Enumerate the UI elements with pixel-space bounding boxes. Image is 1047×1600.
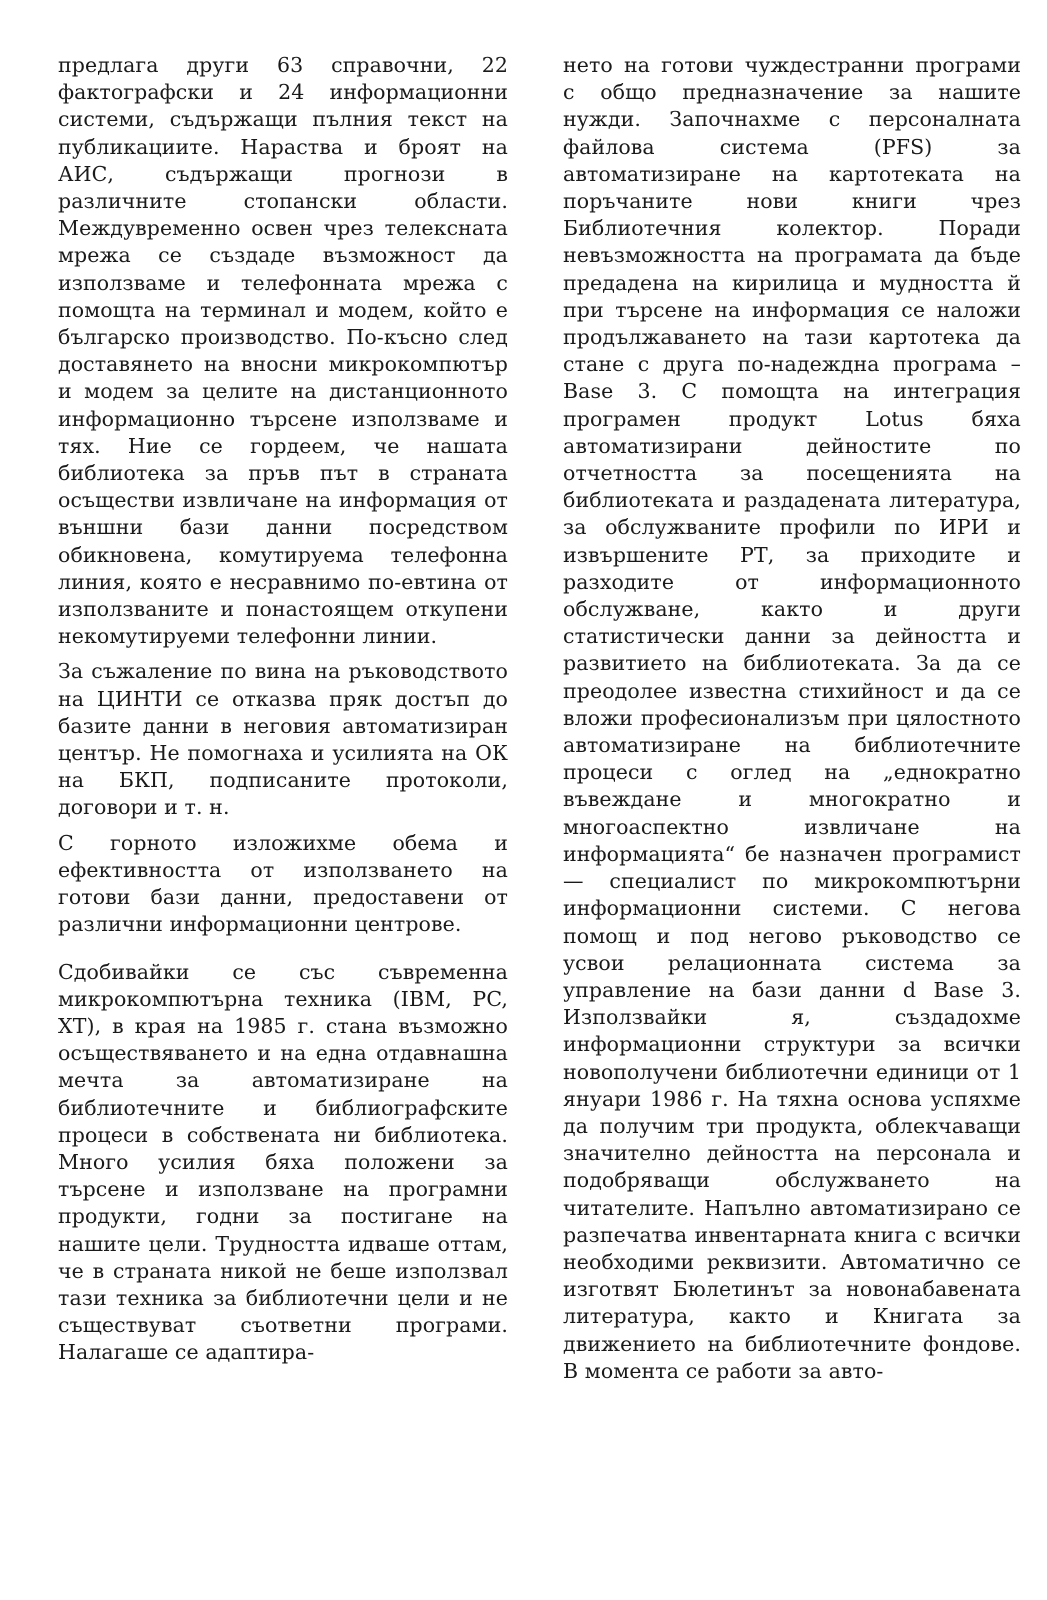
paragraph: нето на готови чуждестранни програми с общо предназначение за нашите нужди. Започнахме с персоналната файлова система (PFS) за автоматизиране на картотеката на поръчаните нови книги чрез Библиотечния колектор. Поради невъзможността на програмата да бъде предадена на кирилица и мудността й при търсене на информация се наложи продължаването на тази картотека да стане с друга по-надеждна програма – Base 3. С помощта на интеграция програмен продукт Lotus бяха автоматизирани дейностите по отчетността за посещенията на библиотеката и раздадената литература, за обслужваните профили по ИРИ и извършените РТ, за приходите и разходите от информационното обслужване, както и други статистически данни за дейността и развитието на библиотеката. За да се преодолее известна стихийност и да се вложи професионализъм при цялостното автоматизиране на библиотечните процеси с оглед на „еднократно въвеждане и многократно и многоаспектно извличане на информацията“ бе назначен програмист — специалист по микрокомпютърни информационни системи. С негова помощ и под негово ръководство се усвои релационната система за управление на бази данни d Base 3. Използвайки я, създадохме информационни структури за всички новополучени библиотечни единици от 1 януари 1986 г. На тяхна основа успяхме да получим три продукта, облекчаващи значително дейността на персонала и подобряващи обслужването на читателите. Напълно автоматизирано се разпечатва инвентарната книга с всички необходими реквизити. Автоматично се изготвят Бюлетинът за новонабавената литература, както и Книгата за движението на библиотечните фондове. В момента се работи за авто- (563, 53, 1021, 1383)
paragraph: С горното изложихме обема и ефективността от използването на готови бази данни, предоставени от различни информационни центрове. (58, 830, 508, 937)
right-column (563, 52, 1021, 1385)
paragraph: За съжаление по вина на ръководството на ЦИНТИ се отказва пряк достъп до базите данни в неговия автоматизиран център. Не помогнаха и усилията на ОК на БКП, подписаните протоколи, договори и т. н. (58, 659, 508, 820)
paragraph: Сдобивайки се със съвременна микрокомпютърна техника (IBM, PC, XT), в края на 1985 г. стана възможно осъществяването и на една отдавнашна мечта за автоматизиране на библиотечните и библиографските процеси в собствената ни библиотека. Много усилия бяха положени за търсене и използване на програмни продукти, годни за постигане на нашите цели. Трудността идваше оттам, че в страната никой не беше използвал тази техника за библиотечни цели и не съществуват съответни програми. Налагаше се адаптира- (58, 959, 508, 1365)
left-column (58, 52, 508, 1367)
paragraph: предлага други 63 справочни, 22 фактографски и 24 информационни системи, съдържащи пълния текст на публикациите. Нараства и броят на АИС, съдържащи прогнози в различните стопански области. Междувременно освен чрез телексната мрежа се създаде възможност да използваме и телефонната мрежа с помощта на терминал и модем, който е българско производство. По-късно след доставянето на вносни микрокомпютър и модем за целите на дистанционното информационно търсене използваме и тях. Ние се гордеем, че нашата библиотека за пръв път в страната осъществи извличане на информация от външни бази данни посредством обикновена, комутируема телефонна линия, която е несравнимо по-евтина от използваните и понастоящем откупени некомутируеми телефонни линии. (58, 53, 508, 649)
